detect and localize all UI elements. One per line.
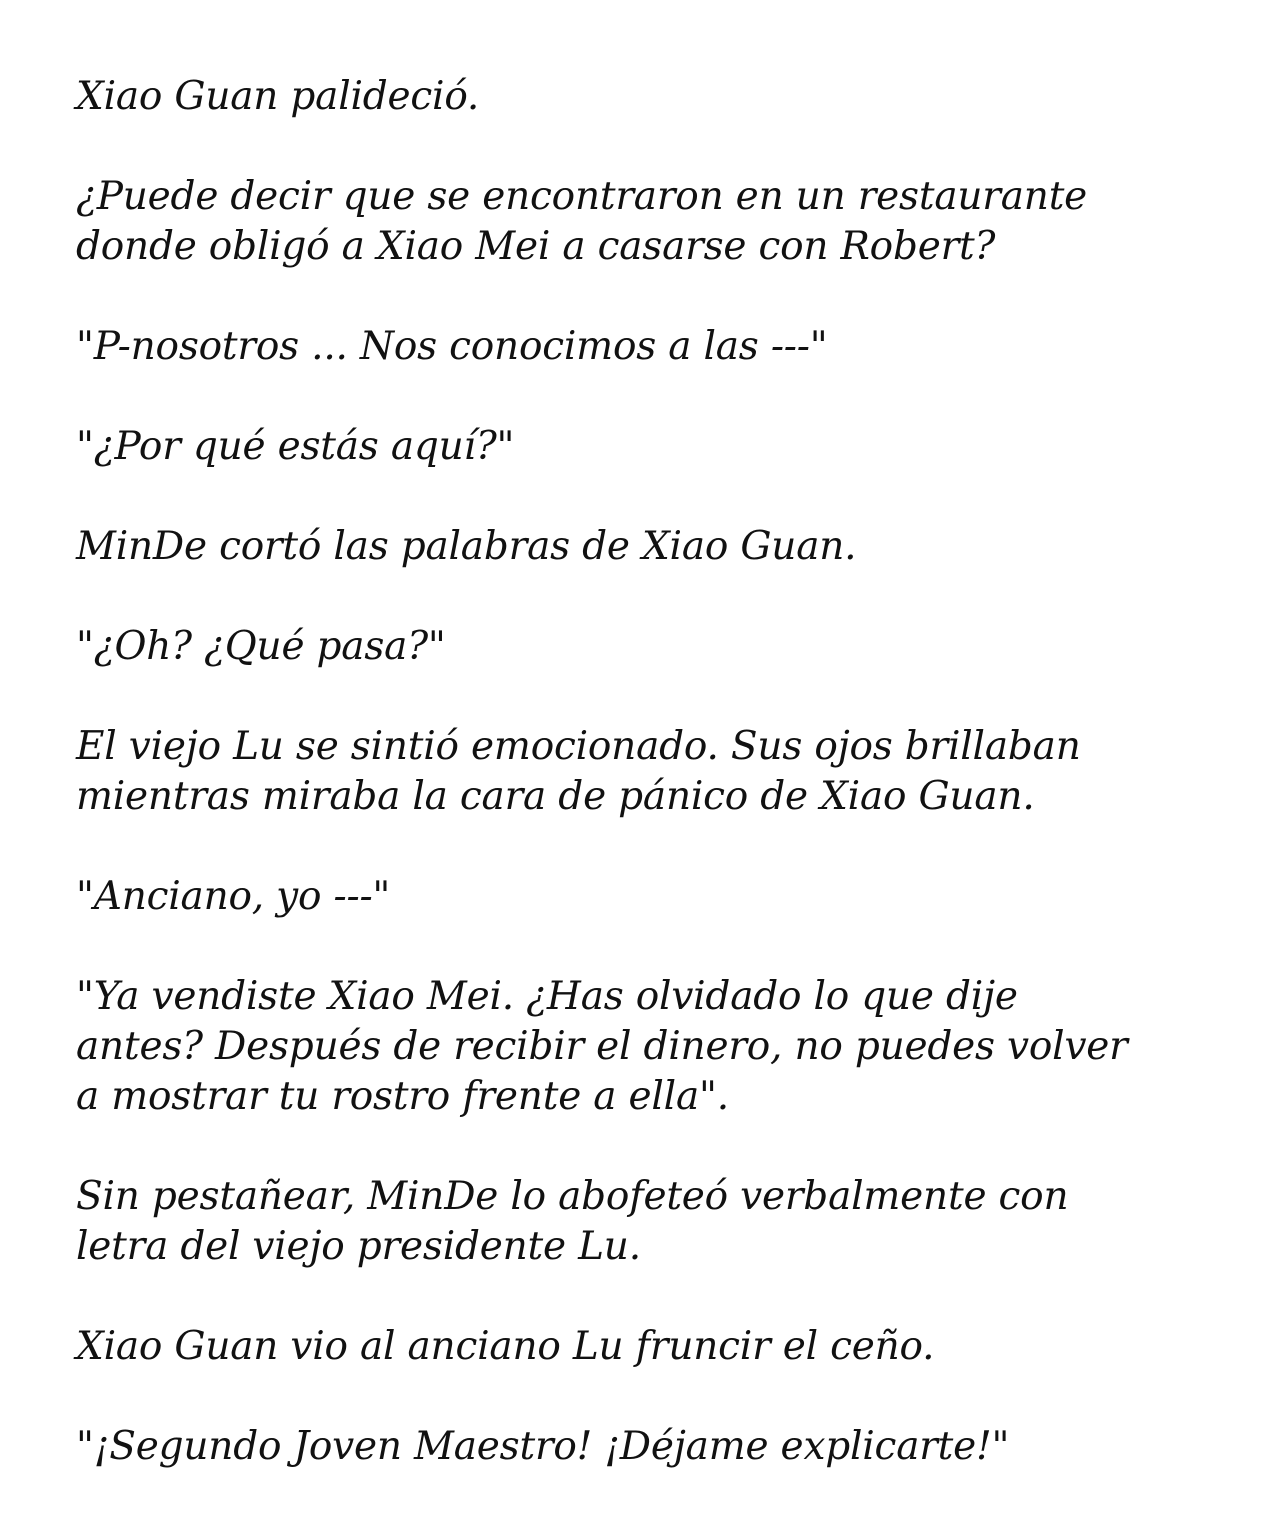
paragraph-8 [76, 872, 1216, 922]
paragraph-10 [76, 1172, 1216, 1272]
line: "Anciano, yo ---" [76, 874, 391, 919]
line: mientras miraba la cara de pánico de Xiao Guan. [76, 774, 1035, 819]
line: El viejo Lu se sintió emocionado. Sus ojos brillaban [76, 724, 1081, 769]
paragraph-4 [76, 422, 1216, 472]
paragraph-3 [76, 322, 1216, 372]
document-body [76, 72, 1216, 1522]
paragraph-11 [76, 1322, 1216, 1372]
line: "¿Por qué estás aquí?" [76, 424, 515, 469]
line: ¿Puede decir que se encontraron en un restaurante [76, 174, 1088, 219]
paragraph-9 [76, 972, 1216, 1122]
paragraph-5 [76, 522, 1216, 572]
line: Xiao Guan vio al anciano Lu fruncir el ceño. [76, 1324, 935, 1369]
paragraph-2 [76, 172, 1216, 272]
line: letra del viejo presidente Lu. [76, 1224, 641, 1269]
line: MinDe cortó las palabras de Xiao Guan. [76, 524, 857, 569]
paragraph-7 [76, 722, 1216, 822]
line: donde obligó a Xiao Mei a casarse con Robert? [76, 224, 996, 269]
line: "¿Oh? ¿Qué pasa?" [76, 624, 446, 669]
paragraph-6 [76, 622, 1216, 672]
line: a mostrar tu rostro frente a ella". [76, 1074, 729, 1119]
paragraph-1 [76, 72, 1216, 122]
line: Xiao Guan palideció. [76, 74, 480, 119]
paragraph-12 [76, 1422, 1216, 1472]
line: "Ya vendiste Xiao Mei. ¿Has olvidado lo que dije [76, 974, 1018, 1019]
line: antes? Después de recibir el dinero, no puedes volver [76, 1024, 1128, 1069]
line: "¡Segundo Joven Maestro! ¡Déjame explicarte!" [76, 1424, 1010, 1469]
line: Sin pestañear, MinDe lo abofeteó verbalmente con [76, 1174, 1069, 1219]
line: "P-nosotros ... Nos conocimos a las ---" [76, 324, 828, 369]
